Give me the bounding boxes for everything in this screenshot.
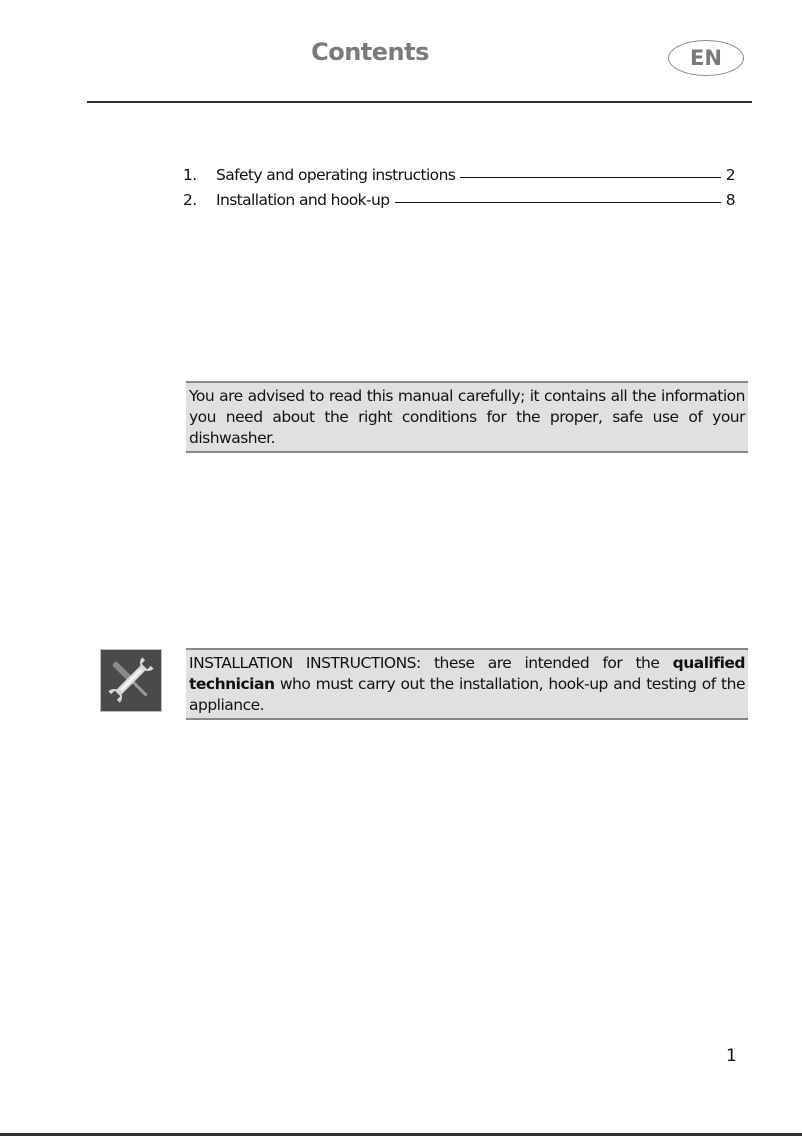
installation-note-suffix: who must carry out the installation, hook-up and testing of the appliance. bbox=[189, 675, 745, 714]
installation-note-prefix: INSTALLATION INSTRUCTIONS: these are intended for the bbox=[189, 654, 673, 672]
installation-instructions-note bbox=[186, 648, 748, 720]
toc-leader-line bbox=[395, 202, 722, 203]
toc-entry-number: 2. bbox=[183, 191, 197, 209]
wrench-screwdriver-icon bbox=[100, 649, 162, 712]
toc-entry-label: Safety and operating instructions bbox=[216, 166, 456, 184]
manual-advice-note: You are advised to read this manual carefully; it contains all the information you need about the right conditions for the proper, safe use of your dishwasher. bbox=[186, 381, 748, 453]
header-divider bbox=[87, 101, 752, 103]
page-title: Contents bbox=[311, 38, 429, 66]
toc-entry-page: 2 bbox=[725, 166, 735, 184]
toc-entry[interactable] bbox=[183, 191, 735, 216]
language-badge bbox=[668, 40, 744, 76]
language-code: EN bbox=[690, 46, 722, 70]
toc-entry-label: Installation and hook-up bbox=[216, 191, 390, 209]
page-number: 1 bbox=[726, 1046, 737, 1066]
toc-leader-line bbox=[460, 177, 721, 178]
table-of-contents bbox=[183, 166, 735, 216]
toc-entry-page: 8 bbox=[725, 191, 735, 209]
toc-entry[interactable] bbox=[183, 166, 735, 191]
toc-entry-number: 1. bbox=[183, 166, 197, 184]
installation-note-emphasis: qualified technician bbox=[189, 654, 745, 693]
